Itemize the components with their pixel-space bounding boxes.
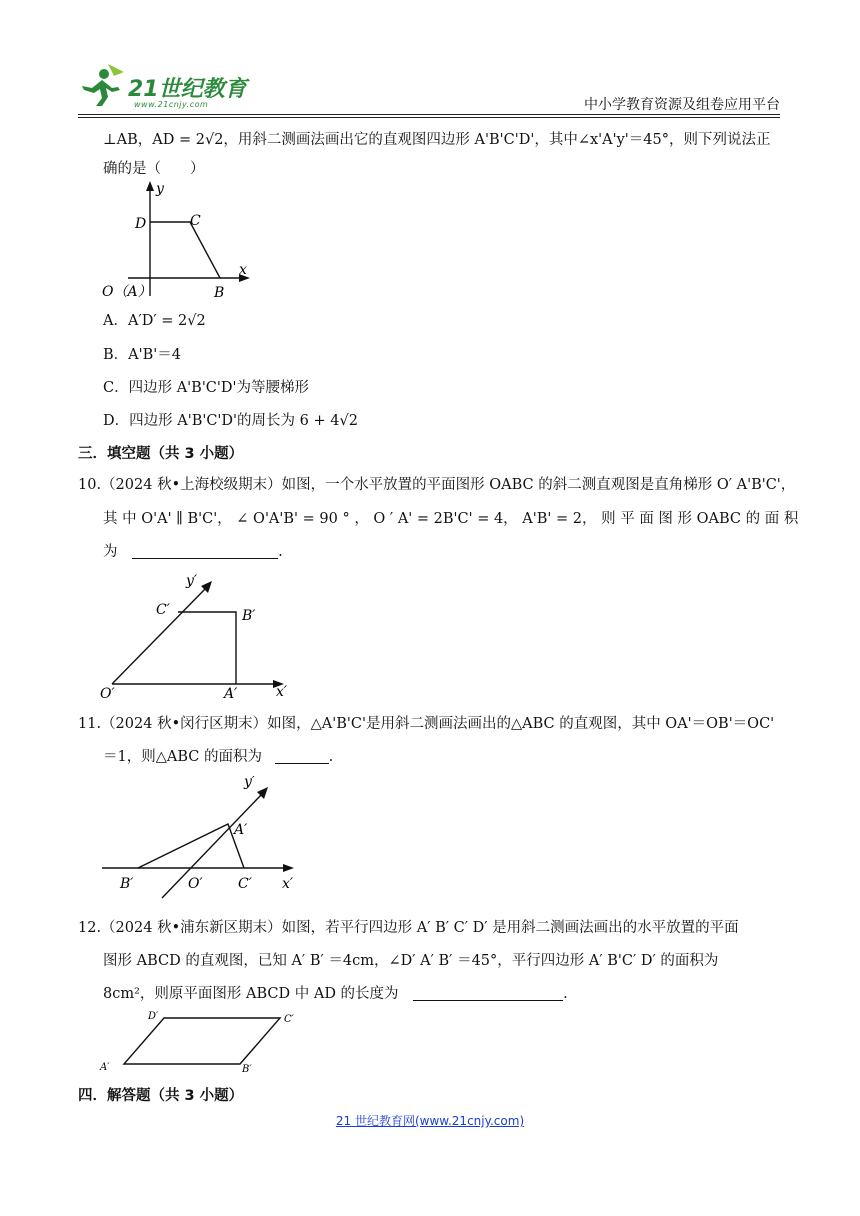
q12-line-1: 12.（2024 秋•浦东新区期末）如图，若平行四边形 A′ B′ C′ D′ 是用斜二测画法画出的水平放置的平面 (78, 920, 739, 936)
q9-label-d: D (135, 216, 147, 232)
q11-line-2 (103, 747, 333, 767)
q9-trapezoid (150, 222, 220, 278)
q12-label-d: D′ (148, 1011, 159, 1022)
q11-line-1: 11.（2024 秋•闵行区期末）如图，△A'B'C'是用斜二测画法画出的△ABC 的直观图，其中 OA'＝OB'＝OC' (78, 716, 775, 732)
q11-x-arrow (283, 864, 294, 872)
q9-option-a: A．A′D′ = 2√2 (103, 313, 206, 329)
q11-label-x: x′ (282, 876, 294, 892)
q11-figure (98, 776, 308, 900)
q11-label-c: C′ (238, 876, 252, 892)
logo (78, 62, 258, 110)
q11-line-2-text: ＝1，则△ABC 的面积为 (103, 749, 262, 765)
q9-figure (98, 178, 258, 304)
q10-figure (98, 568, 298, 700)
q11-label-a: A′ (234, 822, 248, 838)
section-3-heading: 三．填空题（共 3 小题） (78, 446, 244, 462)
q10-label-x: x′ (276, 684, 288, 700)
q10-label-c: C′ (156, 602, 170, 618)
q9-label-y: y (156, 181, 164, 197)
header-rule (78, 114, 780, 115)
header-rule-thin (78, 117, 780, 118)
q11-answer-blank[interactable] (275, 749, 329, 764)
q12-line-3 (103, 984, 568, 1004)
runner-logo-icon (78, 62, 130, 108)
page-header (78, 62, 780, 118)
q10-line-3-text: 为 (103, 544, 118, 560)
q10-line-3-end: . (278, 544, 283, 560)
q10-line-2: 其 中 O'A' ∥ B'C'， ∠ O'A'B' = 90 ° ， O ′ A' = 2B'C' = 4， A'B' = 2， 则 平 面 图 形 OABC 的 面 积 (103, 511, 799, 527)
q12-answer-blank[interactable] (413, 986, 563, 1001)
logo-url: www.21cnjy.com (134, 100, 209, 109)
q10-line-3 (103, 542, 283, 562)
q9-option-b: B．A'B'＝4 (103, 347, 181, 363)
q9-line-1: ⊥AB，AD = 2√2，用斜二测画法画出它的直观图四边形 A'B'C'D'，其中∠x'A'y'＝45°，则下列说法正 (103, 132, 771, 148)
q11-label-o: O′ (188, 876, 203, 892)
q9-option-c: C．四边形 A'B'C'D'为等腰梯形 (103, 380, 309, 396)
q9-label-o: O（A） (102, 284, 152, 300)
q11-line-2-end: . (328, 749, 334, 765)
q11-triangle (138, 824, 244, 868)
q10-label-o: O′ (100, 686, 115, 700)
section-4-heading: 四．解答题（共 3 小题） (78, 1088, 244, 1104)
footer-link[interactable]: 21 世纪教育网(www.21cnjy.com) (335, 1114, 525, 1128)
q9-label-b: B (214, 285, 225, 301)
q12-label-b: B′ (242, 1064, 252, 1075)
q10-answer-blank[interactable] (132, 544, 278, 559)
q10-line-1: 10.（2024 秋•上海校级期末）如图，一个水平放置的平面图形 OABC 的斜二测直观图是直角梯形 O′ A'B'C'， (78, 477, 796, 493)
q10-label-y: y′ (186, 573, 198, 589)
q12-figure (98, 1008, 308, 1076)
q9-label-c: C (190, 213, 201, 229)
q9-y-arrow (146, 181, 154, 191)
q9-option-d: D．四边形 A'B'C'D'的周长为 6 + 4√2 (103, 413, 358, 429)
logo-text: 21世纪教育 (128, 77, 247, 102)
q11-label-b: B′ (120, 876, 134, 892)
q9-label-x: x (239, 262, 247, 278)
q10-trapezoid (178, 612, 236, 684)
platform-title: 中小学教育资源及组卷应用平台 (584, 97, 780, 113)
q12-line-3-end: . (563, 986, 568, 1002)
q12-parallelogram (124, 1018, 280, 1064)
q10-label-a: A′ (224, 686, 238, 700)
q12-label-a: A′ (100, 1062, 110, 1073)
q12-line-2: 图形 ABCD 的直观图，已知 A′ B′ ＝4cm，∠D′ A′ B′ ＝45°，平行四边形 A′ B'C′ D′ 的面积为 (103, 953, 719, 969)
q11-label-y: y′ (244, 776, 256, 790)
q12-line-3-text: 8cm²，则原平面图形 ABCD 中 AD 的长度为 (103, 986, 399, 1002)
q10-label-b: B′ (242, 608, 256, 624)
q12-label-c: C′ (284, 1014, 294, 1025)
q9-line-2: 确的是（ ） (103, 161, 205, 177)
